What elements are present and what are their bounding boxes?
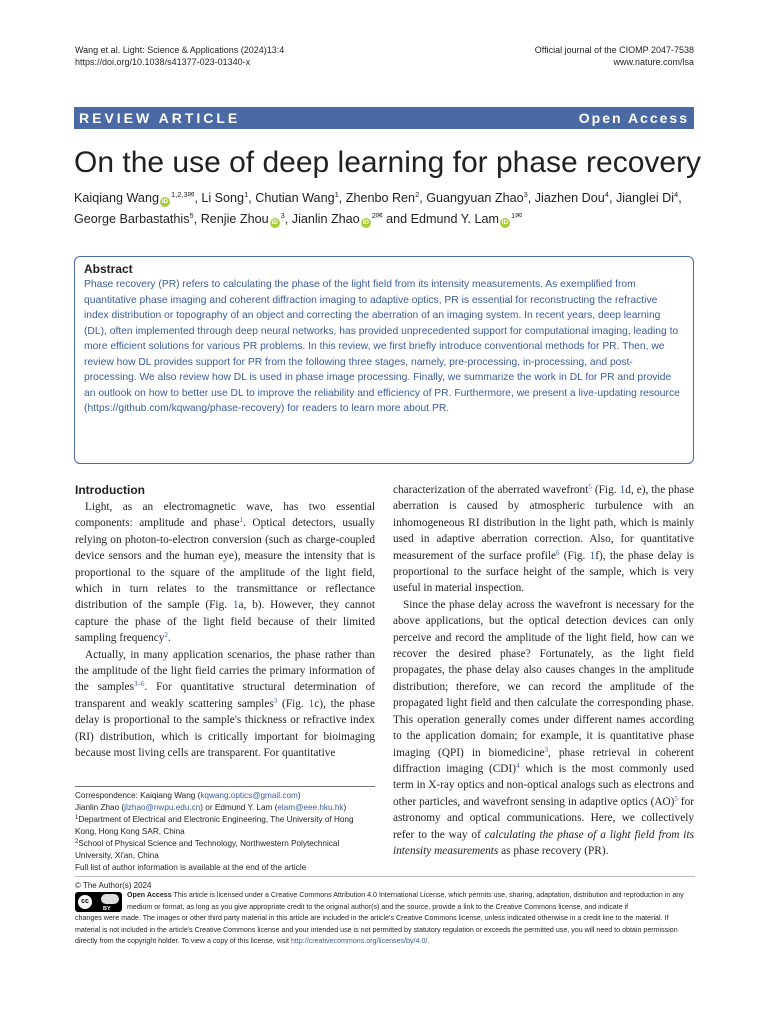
figure-ref[interactable]: 1 xyxy=(232,599,239,612)
text-run: which is the most commonly used term in X-ray optics and non-optical analogs such as electrons and other particles, and wavefront sensing in adaptive optics (AO) xyxy=(393,762,695,808)
author-line-1: Kaiqiang Wang $iD^{1,2,3✉}$, Li Song$^1$, Chutian Wang$^1$, Zhenbo Ren$^2$, Guangyuan Zhao$^3$, Jiazhen Dou$^4$, Jianglei Di$^4$, xyxy=(74,190,682,205)
citation-ref[interactable]: 5 xyxy=(588,483,592,491)
author-name[interactable]: George Barbastathis xyxy=(74,212,190,226)
citation-ref[interactable]: 6 xyxy=(556,548,560,557)
text-run: . For quantitative structural determination of transparent and weakly scattering samples xyxy=(75,681,375,710)
journal-name: Official journal of the CIOMP 2047-7538 xyxy=(534,45,694,55)
paragraph xyxy=(393,482,694,597)
citation-ref[interactable]: 4 xyxy=(516,761,520,770)
affiliation-ref: 1✉ xyxy=(511,211,522,220)
text-run: . xyxy=(167,632,171,645)
text-run: d, e), the phase aberration is caused by atmospheric turbulence with an inhomogeneous RI distribution in the light path, which is mainly used in adaptive aberration correction. Also, for quantitative measurement of the surface profile xyxy=(393,484,694,562)
article-type-label: REVIEW ARTICLE xyxy=(79,110,241,126)
license-divider xyxy=(75,876,695,877)
author-list xyxy=(74,188,699,230)
email-link[interactable]: kqwang.optics@gmail.com xyxy=(200,791,298,800)
abstract-box xyxy=(74,256,694,464)
text-run: . Optical detectors, usually relying on photon-to-electron conversion (such as charge-coupled device sensors and the human eye), measure the intensity that is proportional to the square of the amplitude of the light field, which in turn relates to the transmittance or reflectance distribution of the sample (Fig. xyxy=(75,517,375,612)
orcid-icon[interactable]: iD xyxy=(271,219,278,226)
affiliation-ref: 1 xyxy=(334,190,339,199)
notes-divider xyxy=(75,786,375,787)
citation-ref[interactable]: 5 xyxy=(674,794,678,803)
abstract-heading: Abstract xyxy=(84,262,133,276)
running-header-right xyxy=(535,44,694,68)
text-run: Actually, in many application scenarios, the phase rather than the amplitude of the light field carries the primary information of the samples xyxy=(75,648,375,694)
body-column-right xyxy=(393,482,694,859)
figure-ref[interactable]: 1 xyxy=(308,697,315,710)
author-info-note: Full list of author information is available at the end of the article xyxy=(75,863,307,872)
email-icon[interactable]: ✉ xyxy=(375,211,383,220)
orcid-icon[interactable]: iD xyxy=(362,219,369,226)
running-header-left xyxy=(75,44,284,68)
author-name[interactable]: Jianlin Zhao xyxy=(291,212,360,226)
text-run: (Fig. xyxy=(277,697,309,710)
citation-ref[interactable]: 3 xyxy=(273,696,278,705)
orcid-icon[interactable]: iD xyxy=(161,198,169,205)
orcid-icon[interactable]: iD xyxy=(501,219,509,226)
email-icon[interactable]: ✉ xyxy=(187,190,195,199)
article-type-banner xyxy=(74,107,694,129)
figure-ref[interactable]: 1 xyxy=(619,484,626,496)
text-run: for astronomy and optical communications. Here, we collectively refer to the way of xyxy=(393,795,694,841)
license-block xyxy=(75,890,695,948)
author-name[interactable]: Jiazhen Dou xyxy=(534,191,605,205)
affiliation-ref: 2✉ xyxy=(371,211,383,220)
person-icon xyxy=(101,894,119,904)
correspondence-notes xyxy=(75,786,375,874)
article-title: On the use of deep learning for phase recovery xyxy=(74,146,702,179)
body-column-left xyxy=(75,482,375,762)
open-access-label: Open Access xyxy=(578,110,689,126)
email-link[interactable]: elam@eee.hku.hk xyxy=(277,803,344,812)
github-resource-link[interactable]: https://github.com/kqwang/phase-recovery xyxy=(87,403,281,414)
paragraph xyxy=(393,597,694,860)
creative-commons-badge-icon[interactable] xyxy=(75,892,122,912)
citation-ref[interactable]: 2 xyxy=(164,631,168,640)
affiliation-ref: 4 xyxy=(674,190,679,199)
figure-ref[interactable]: 1 xyxy=(589,549,596,562)
text-run: (Fig. xyxy=(591,484,620,496)
text-run: f), the phase delay is proportional to the surface height of the sample, which is very useful in material inspection. xyxy=(393,549,694,595)
citation-ref[interactable]: 3–6 xyxy=(133,680,145,689)
text-run: c), the phase delay is proportional to the sample's thickness or refractive index (RI) distribution, which is critically important for bioimaging because most living cells are transparent. For quantitative xyxy=(75,697,375,760)
cc-icon: cc xyxy=(78,895,92,909)
doi-link[interactable]: https://doi.org/10.1038/s41377-023-01340-x xyxy=(75,57,251,67)
affiliation-ref: 1,2,3✉ xyxy=(170,190,195,199)
author-name[interactable]: Zhenbo Ren xyxy=(345,191,416,205)
email-icon[interactable]: ✉ xyxy=(515,211,522,220)
author-name[interactable]: Kaiqiang Wang xyxy=(74,191,159,205)
author-name[interactable]: Renjie Zhou xyxy=(200,212,269,226)
text-run: a, b). However, they cannot capture the phase of the light field because of their limited sampling frequency xyxy=(75,599,375,645)
paragraph xyxy=(75,499,375,647)
citation-ref[interactable]: 1 xyxy=(239,516,244,525)
journal-site-link[interactable]: www.nature.com/lsa xyxy=(613,57,694,67)
by-label: BY xyxy=(103,906,111,912)
affiliation-ref: 5 xyxy=(189,211,194,220)
copyright-notice: © The Author(s) 2024 xyxy=(75,881,152,890)
open-access-heading: Open Access xyxy=(127,891,172,899)
author-name[interactable]: Guangyuan Zhao xyxy=(426,191,524,205)
affiliation-ref: 3 xyxy=(280,211,285,220)
affiliation-ref: 4 xyxy=(604,190,609,199)
affiliation-ref: 1 xyxy=(244,190,249,199)
affiliation-1: $^1$Department of Electrical and Electronic Engineering, The University of Hong Kong, Hong Kong SAR, China xyxy=(75,815,354,836)
paragraph xyxy=(75,647,375,762)
correspondence-line-2: Jianlin Zhao (jlzhao@nwpu.edu.cn) or Edmund Y. Lam (elam@eee.hku.hk) xyxy=(75,803,347,812)
author-name[interactable]: Jianglei Di xyxy=(615,191,675,205)
text-run: Since the phase delay across the wavefront is necessary for the above applications, but the optical detection devices can only perceive and record the amplitude of the light field, how can we recover the desired phase? Fortunately, as the light field propagates, the phase delay also causes changes in the amplitude distribution; therefore, we can record the amplitude of the propagated light field and then calculate the corresponding phase. This operation generally comes under different names according to the application domain; for example, it is quantitative phase imaging (QPI) in biomedicine xyxy=(393,598,694,759)
affiliation-2: $^2$School of Physical Science and Technology, Northwestern Polytechnical University, Xi'an, China xyxy=(75,839,340,860)
author-line-2: George Barbastathis$^5$, Renjie Zhou $iD^3$, Jianlin Zhao $iD^{2✉}$ and Edmund Y. Lam $iD^{1✉}$ xyxy=(74,211,522,226)
email-link[interactable]: jlzhao@nwpu.edu.cn xyxy=(124,803,201,812)
text-run: characterization of the aberrated wavefront xyxy=(393,484,589,496)
text-run: , phase retrieval in coherent diffraction imaging (CDI) xyxy=(393,746,694,775)
text-run: as phase recovery (PR). xyxy=(498,844,609,857)
author-name[interactable]: Chutian Wang xyxy=(255,191,335,205)
abstract-text: Phase recovery (PR) refers to calculating the phase of the light field from its intensity measurements. As exemplified from quantitative phase imaging and coherent diffraction imaging to adaptive optics, PR is essential for reconstructing the refractive index distribution or topography of an object and correcting the aberration of an imaging system. In recent years, deep learning (DL), often implemented through deep neural networks, has provided unprecedented support for computational imaging, leading to more efficient solutions for various PR problems. In this review, we first briefly introduce conventional methods for PR. Then, we review how DL provides support for PR from the following three stages, namely, pre-processing, in-processing, and post-processing. We also review how DL is used in phase image processing. Finally, we summarize the work in DL for PR and provide an outlook on how to better use DL to improve the reliability and efficiency of PR. Furthermore, we present a live-updating resource (https://github.com/kqwang/phase-recovery) for readers to learn more about PR. xyxy=(84,279,680,414)
citation: Wang et al. Light: Science & Applications (2024)13:4 xyxy=(75,45,285,55)
affiliation-ref: 2 xyxy=(415,190,420,199)
license-link[interactable]: http://creativecommons.org/licenses/by/4.0/ xyxy=(290,937,428,945)
section-heading-introduction: Introduction xyxy=(75,483,145,497)
license-text-bottom: changes were made. The images or other third party material in this article are included in the article's Creative Commons license, unless indicated otherwise in a credit line to the material. If material is not included in the article's Creative Commons license and your intended use is not permitted by statutory regulation or exceeds the permitted use, you will need to obtain permission directly from the copyright holder. To view a copy of this license, visit http://creativecommons.org/licenses/by/4.0/. xyxy=(75,914,678,945)
text-run: (Fig. xyxy=(559,549,590,562)
author-name[interactable]: Edmund Y. Lam xyxy=(410,212,500,226)
citation-ref[interactable]: 3 xyxy=(544,745,548,754)
emphasis: calculating the phase of a light field from its intensity measurements xyxy=(393,828,694,857)
text-run: Light, as an electromagnetic wave, has two essential components: amplitude and phase xyxy=(75,501,375,530)
affiliation-ref: 3 xyxy=(523,190,528,199)
license-text-top: Open Access This article is licensed under a Creative Commons Attribution 4.0 International License, which permits use, sharing, adaptation, distribution and reproduction in any medium or format, as long as you give appropriate credit to the original author(s) and the source, provide a link to the Creative Commons license, and indicate if xyxy=(127,891,684,911)
author-name[interactable]: Li Song xyxy=(201,191,245,205)
correspondence-line-1: Correspondence: Kaiqiang Wang (kqwang.optics@gmail.com) xyxy=(75,791,301,800)
